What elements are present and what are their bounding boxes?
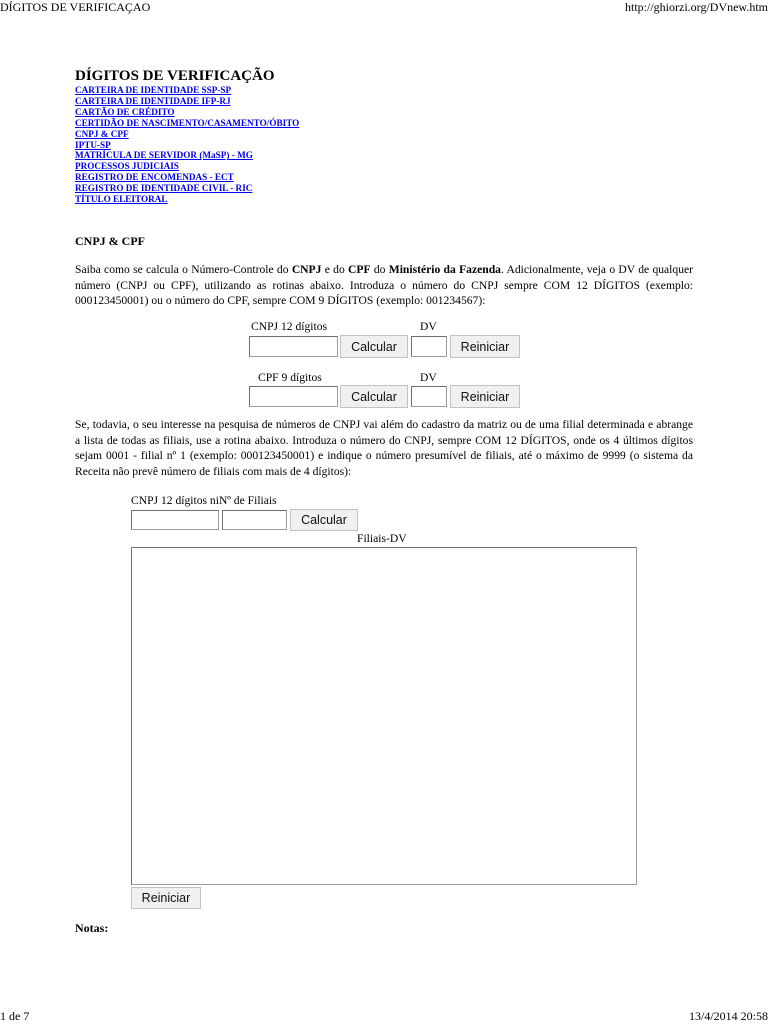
link-titulo-eleitoral[interactable]: TÍTULO ELEITORAL (75, 194, 168, 205)
cpf-input[interactable] (249, 386, 338, 407)
link-cartao-credito[interactable]: CARTÃO DE CRÉDITO (75, 106, 175, 117)
print-page-number: 1 de 7 (0, 1009, 30, 1023)
filiais-result-textarea[interactable] (131, 547, 637, 885)
link-certidao[interactable]: CERTIDÃO DE NASCIMENTO/CASAMENTO/ÓBITO (75, 117, 300, 128)
topic-link-list (75, 85, 299, 205)
link-carteira-ssp-sp[interactable]: CARTEIRA DE IDENTIDADE SSP-SP (75, 85, 232, 95)
print-timestamp: 13/4/2014 20:58 (688, 1009, 768, 1023)
cnpj-calcular-button[interactable]: Calcular (340, 335, 408, 358)
cpf-calcular-button[interactable]: Calcular (340, 385, 408, 408)
link-iptu-sp[interactable]: IPTU-SP (75, 139, 111, 150)
filiais-calcular-button[interactable]: Calcular (290, 509, 358, 531)
link-registro-encomendas[interactable]: REGISTRO DE ENCOMENDAS - ECT (75, 172, 234, 183)
cpf-label: CPF 9 dígitos (258, 371, 322, 384)
link-cnpj-cpf[interactable]: CNPJ & CPF (75, 128, 129, 139)
filiais-reiniciar-button[interactable]: Reiniciar (131, 887, 201, 909)
cnpj-dv-label: DV (420, 320, 437, 333)
notes-heading: Notas: (75, 921, 109, 935)
cnpj-dv-output[interactable] (411, 336, 447, 357)
link-registro-ric[interactable]: REGISTRO DE IDENTIDADE CIVIL - RIC (75, 183, 253, 194)
print-header-title: DÍGITOS DE VERIFICAÇAO (0, 0, 151, 14)
filiais-count-input[interactable] (222, 510, 287, 530)
cpf-dv-label: DV (420, 371, 437, 384)
cnpj-input[interactable] (249, 336, 338, 357)
link-matricula-masp[interactable]: MATRÍCULA DE SERVIDOR (MaSP) - MG (75, 150, 253, 161)
print-header-url: http://ghiorzi.org/DVnew.htm (625, 0, 768, 14)
intro-paragraph: Saiba como se calcula o Número-Controle do CNPJ e do CPF do Ministério da Fazenda. Adicionalmente, veja o DV de qualquer número (CNPJ ou CPF), utilizando as rotinas abaixo. Introduza o número do CNPJ sempre COM 12 DÍGITOS (exemplo: 000123450001) ou o número do CPF, sempre COM 9 DÍGITOS (exemplo: 001234567): (75, 263, 694, 307)
filiais-label: CNPJ 12 dígitos niNº de Filiais (131, 494, 277, 507)
cpf-dv-output[interactable] (411, 386, 447, 407)
filiais-cnpj-input[interactable] (131, 510, 219, 530)
link-carteira-ifp-rj[interactable]: CARTEIRA DE IDENTIDADE IFP-RJ (75, 95, 231, 106)
cnpj-reiniciar-button[interactable]: Reiniciar (450, 335, 520, 358)
page-title: DÍGITOS DE VERIFICAÇÃO (75, 68, 275, 84)
filiais-paragraph: Se, todavia, o seu interesse na pesquisa de números de CNPJ vai além do cadastro da matriz ou de uma filial determinada e abrange a lista de todas as filiais, use a rotina abaixo. Introduza o número do CNPJ, sempre COM 12 DÍGITOS, onde os 4 últimos dígitos sejam 0001 - filial nº 1 (exemplo: 000123450001) e indique o número presumível de filiais, até o máximo de 9999 (o sistema da Receita não prevê número de filiais com mais de 4 dígitos): (75, 418, 693, 478)
section-heading: CNPJ & CPF (75, 234, 145, 248)
filiais-result-label: Filiais-DV (357, 532, 407, 545)
cnpj-label: CNPJ 12 dígitos (251, 320, 328, 333)
link-processos-judiciais[interactable]: PROCESSOS JUDICIAIS (75, 161, 179, 172)
cpf-reiniciar-button[interactable]: Reiniciar (450, 385, 520, 408)
